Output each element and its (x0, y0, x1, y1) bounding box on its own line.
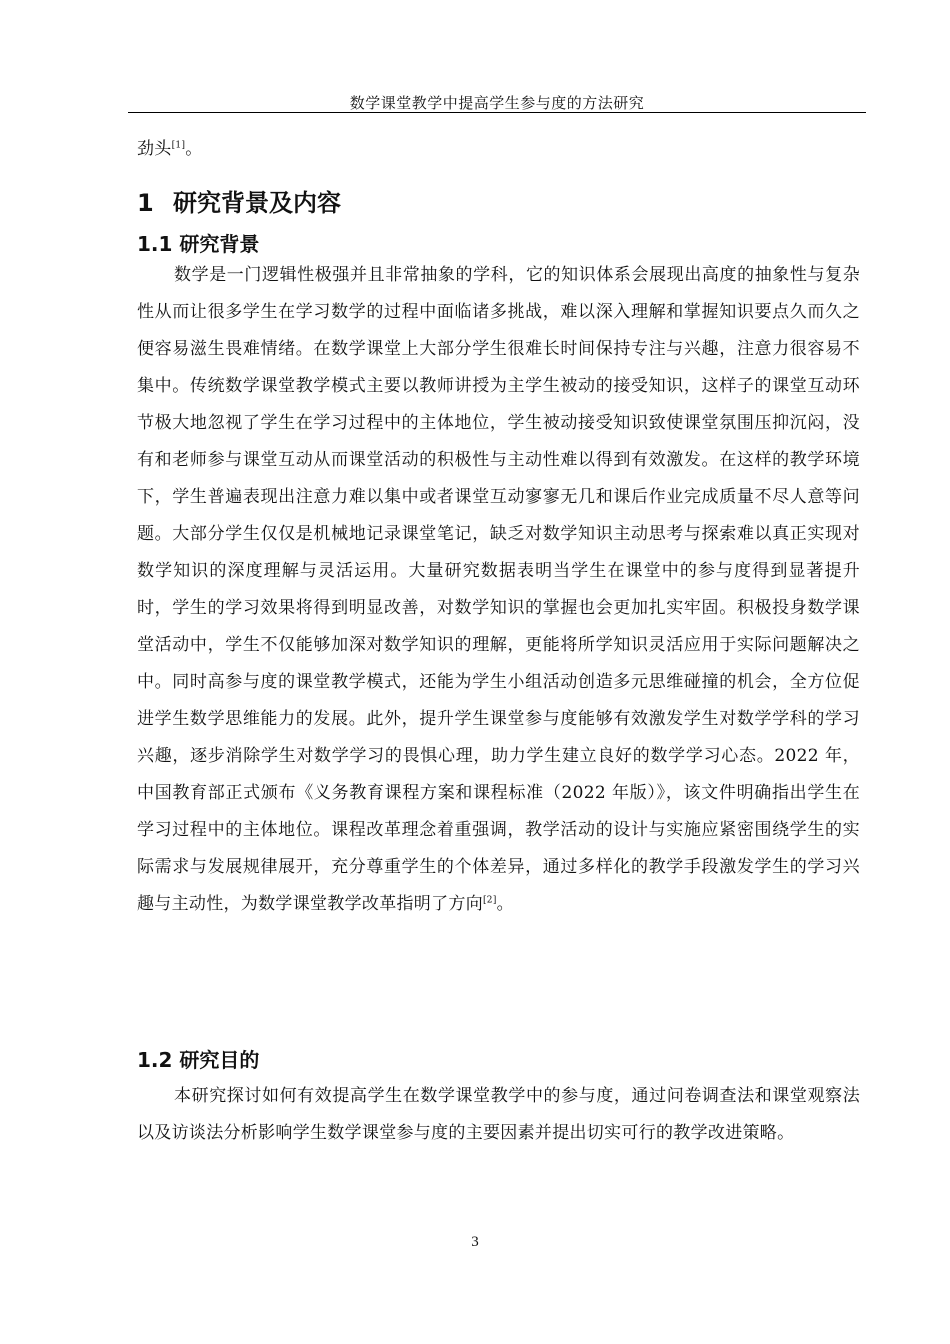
citation-ref-1[interactable]: [1] (171, 140, 186, 151)
background-paragraph (137, 257, 860, 923)
section-1-2-heading: 1.2 研究目的 (137, 1048, 260, 1072)
running-header: 数学课堂教学中提高学生参与度的方法研究 (349, 96, 645, 112)
section-1-title: 研究背景及内容 (173, 189, 341, 217)
background-paragraph-text: 数学是一门逻辑性极强并且非常抽象的学科，它的知识体系会展现出高度的抽象性与复杂性从而让很多学生在学习数学的过程中面临诸多挑战，难以深入理解和掌握知识要点久而久之便容易滋生畏难情绪。在数学课堂上大部分学生很难长时间保持专注与兴趣，注意力很容易不集中。传统数学课堂教学模式主要以教师讲授为主学生被动的接受知识，这样子的课堂互动环节极大地忽视了学生在学习过程中的主体地位，学生被动接受知识致使课堂氛围压抑沉闷，没有和老师参与课堂互动从而课堂活动的积极性与主动性难以得到有效激发。在这样的教学环境下，学生普遍表现出注意力难以集中或者课堂互动寥寥无几和课后作业完成质量不尽人意等问题。大部分学生仅仅是机械地记录课堂笔记，缺乏对数学知识主动思考与探索难以真正实现对数学知识的深度理解与灵活运用。大量研究数据表明当学生在课堂中的参与度得到显著提升时，学生的学习效果将得到明显改善，对数学知识的掌握也会更加扎实牢固。积极投身数学课堂活动中，学生不仅能够加深对数学知识的理解，更能将所学知识灵活应用于实际问题解决之中。同时高参与度的课堂教学模式，还能为学生小组活动创造多元思维碰撞的机会，全方位促进学生数学思维能力的发展。此外，提升学生课堂参与度能够有效激发学生对数学学科的学习兴趣，逐步消除学生对数学学习的畏惧心理，助力学生建立良好的数学学习心态。2022 年，中国教育部正式颁布《义务教育课程方案和课程标准（2022 年版）》，该文件明确指出学生在学习过程中的主体地位。课程改革理念着重强调，教学活动的设计与实施应紧密围绕学生的实际需求与发展规律展开，充分尊重学生的个体差异，通过多样化的教学手段激发学生的学习兴趣与主动性，为数学课堂教学改革指明了方向 (137, 265, 860, 914)
page-number: 3 (471, 1234, 479, 1250)
section-1-heading (137, 183, 341, 218)
section-1-number: 1 (137, 189, 154, 217)
carryover-line (137, 131, 860, 168)
section-1-1-heading: 1.1 研究背景 (137, 232, 260, 256)
citation-ref-2[interactable]: [2] (483, 895, 497, 906)
purpose-paragraph: 本研究探讨如何有效提高学生在数学课堂教学中的参与度，通过问卷调查法和课堂观察法以及访谈法分析影响学生数学课堂参与度的主要因素并提出切实可行的教学改进策略。 (137, 1086, 860, 1143)
carryover-tail: 。 (185, 139, 203, 159)
header-divider (128, 112, 866, 113)
background-paragraph-tail: 。 (496, 894, 514, 914)
carryover-text: 劲头 (137, 139, 172, 159)
